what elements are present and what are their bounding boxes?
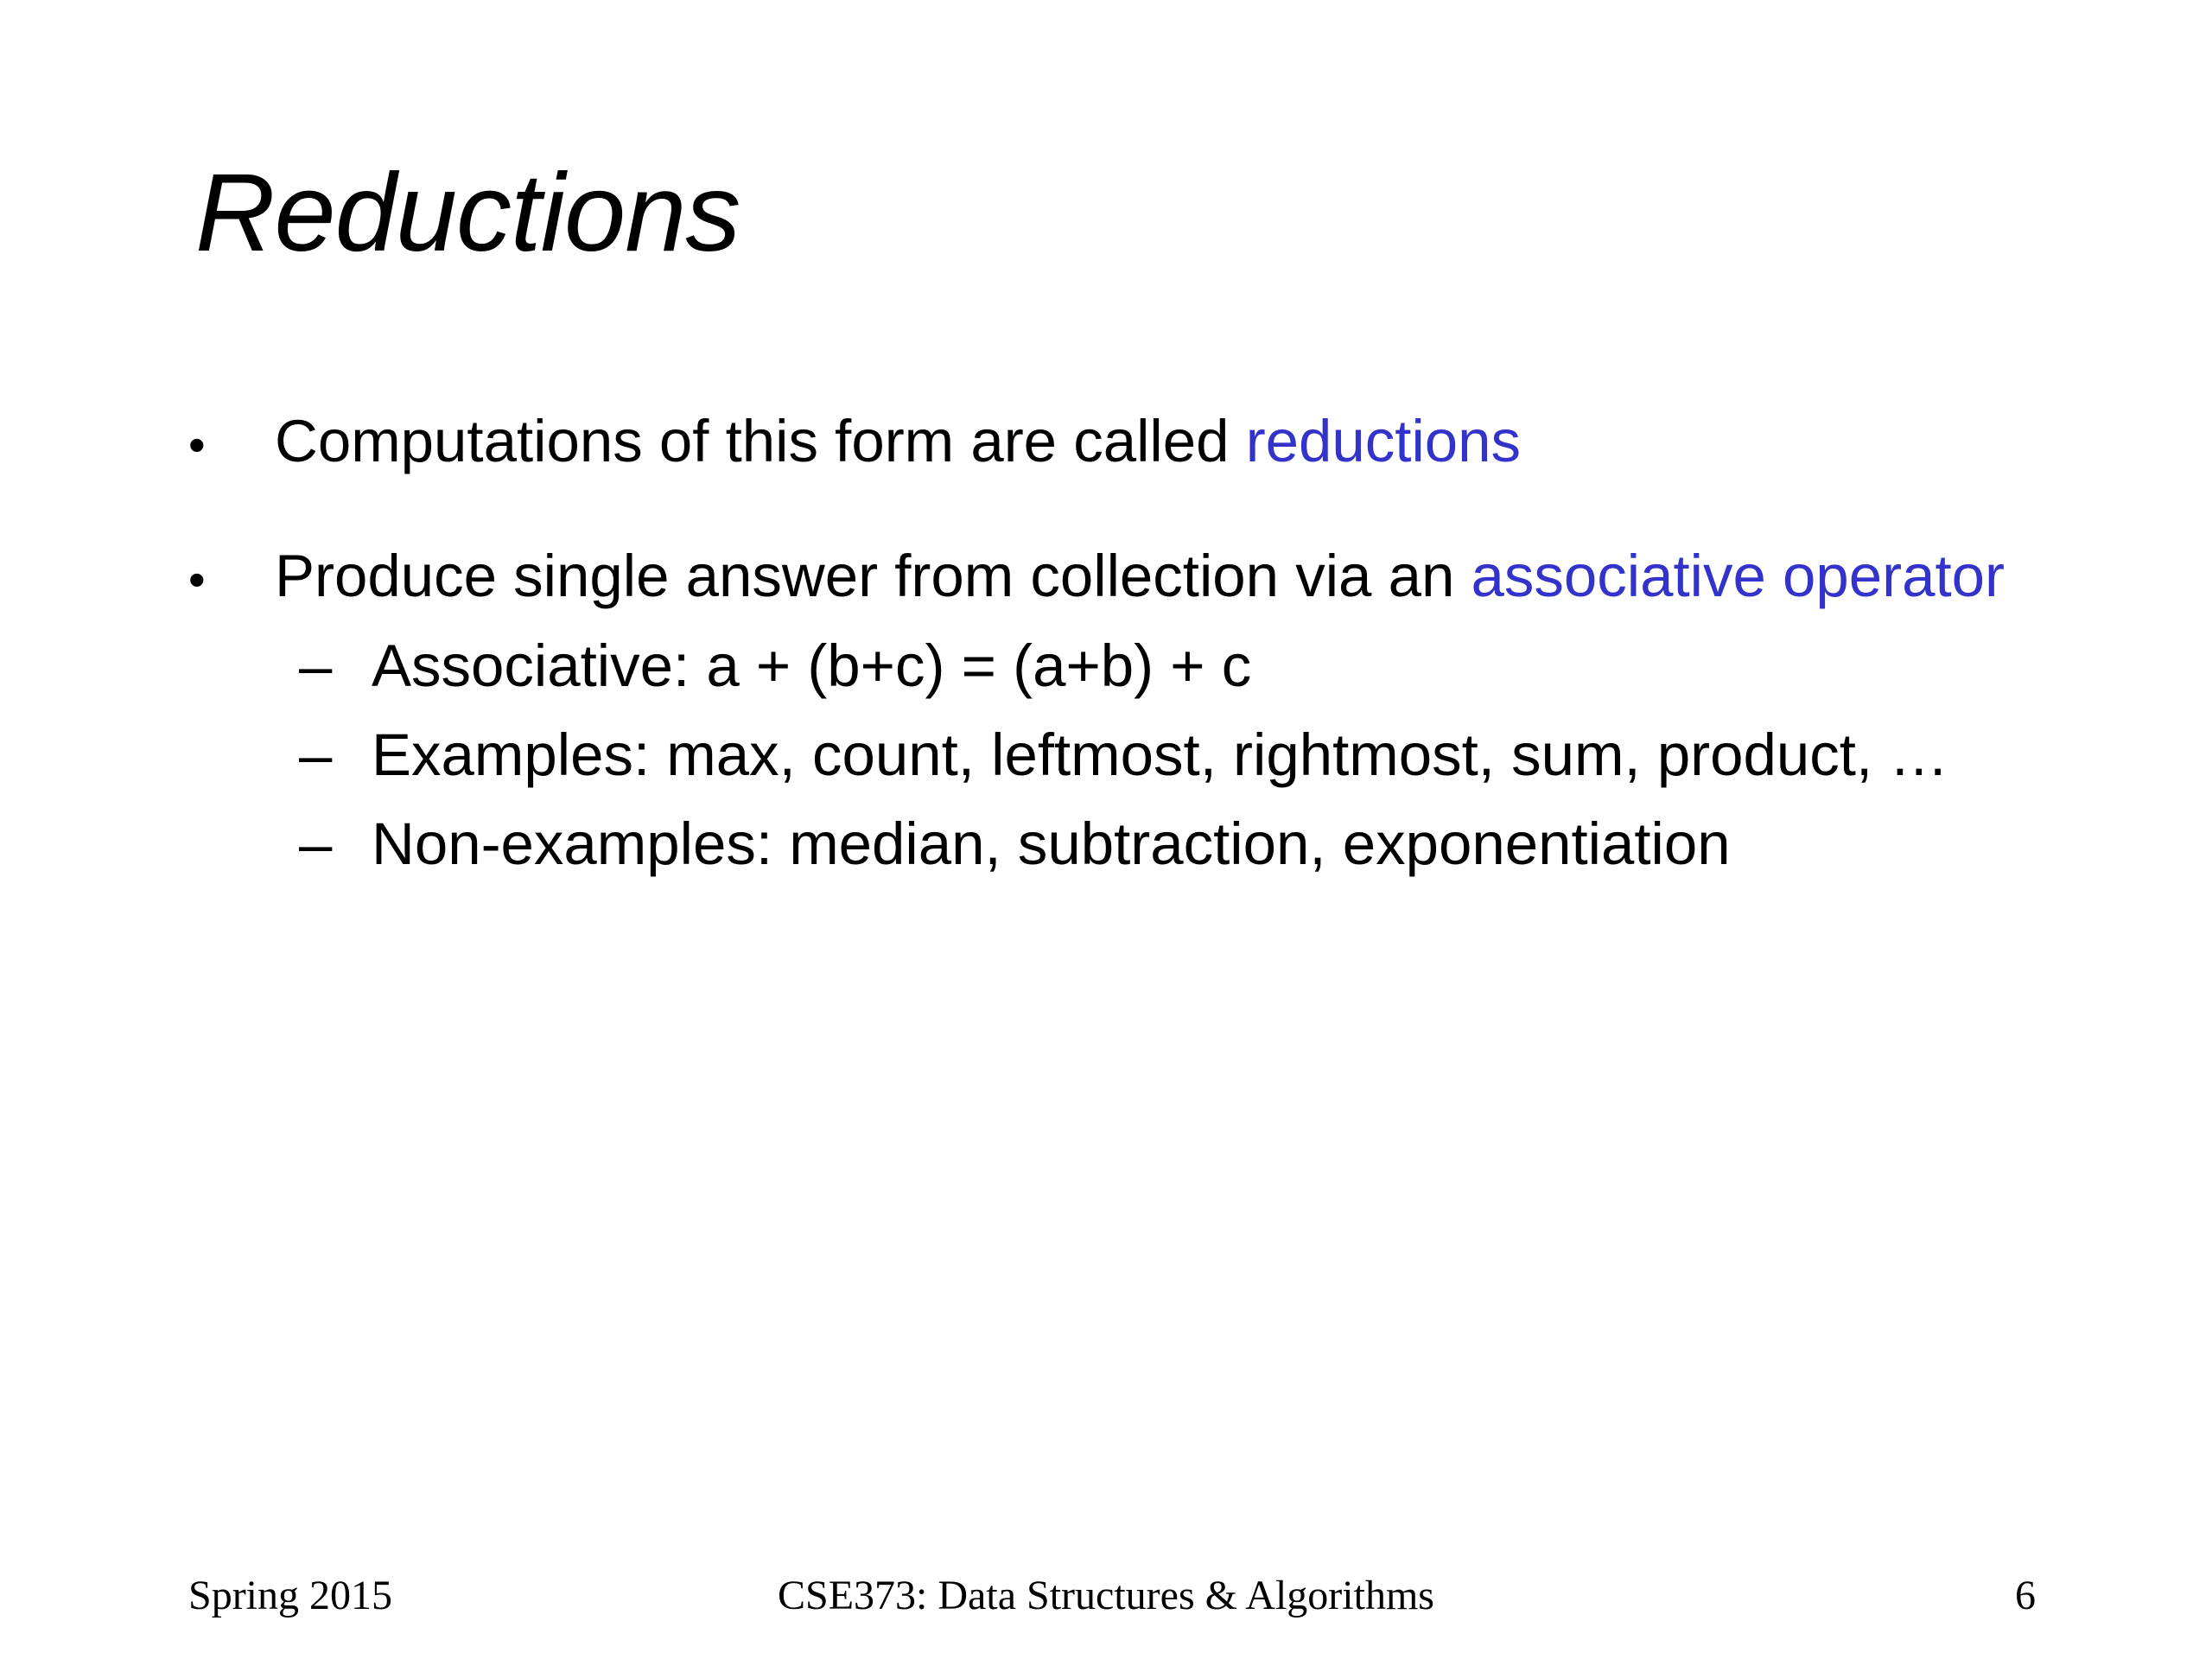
bullet-marker: • — [188, 552, 206, 607]
bullet-text — [275, 541, 2005, 613]
bullet-item-associative-operator — [188, 541, 2005, 613]
footer-course-title: CSE373: Data Structures & Algorithms — [778, 1573, 1434, 1618]
bullet-plain-text: Produce single answer from collection via an — [275, 543, 1471, 609]
bullet-plain-text: Computations of this form are called — [275, 408, 1246, 474]
sub-bullet-text: Non-examples: median, subtraction, exponentiation — [372, 810, 1731, 877]
highlighted-term: associative operator — [1471, 543, 2005, 609]
sub-bullet-item — [299, 720, 1948, 791]
sub-bullet-item — [299, 631, 1251, 702]
slide-title: Reductions — [195, 151, 741, 275]
footer-page-number: 6 — [2015, 1573, 2036, 1618]
highlighted-term: reductions — [1245, 408, 1522, 474]
sub-bullet-item — [299, 809, 1731, 880]
bullet-text — [275, 406, 1521, 478]
bullet-item-reductions — [188, 406, 1521, 478]
sub-bullet-text: Associative: a + (b+c) = (a+b) + c — [372, 632, 1252, 699]
footer-term: Spring 2015 — [188, 1573, 393, 1618]
sub-bullet-marker: – — [299, 721, 333, 788]
sub-bullet-marker: – — [299, 632, 333, 699]
sub-bullet-text: Examples: max, count, leftmost, rightmost, sum, product, … — [372, 721, 1949, 788]
bullet-marker: • — [188, 417, 206, 472]
sub-bullet-marker: – — [299, 810, 333, 877]
